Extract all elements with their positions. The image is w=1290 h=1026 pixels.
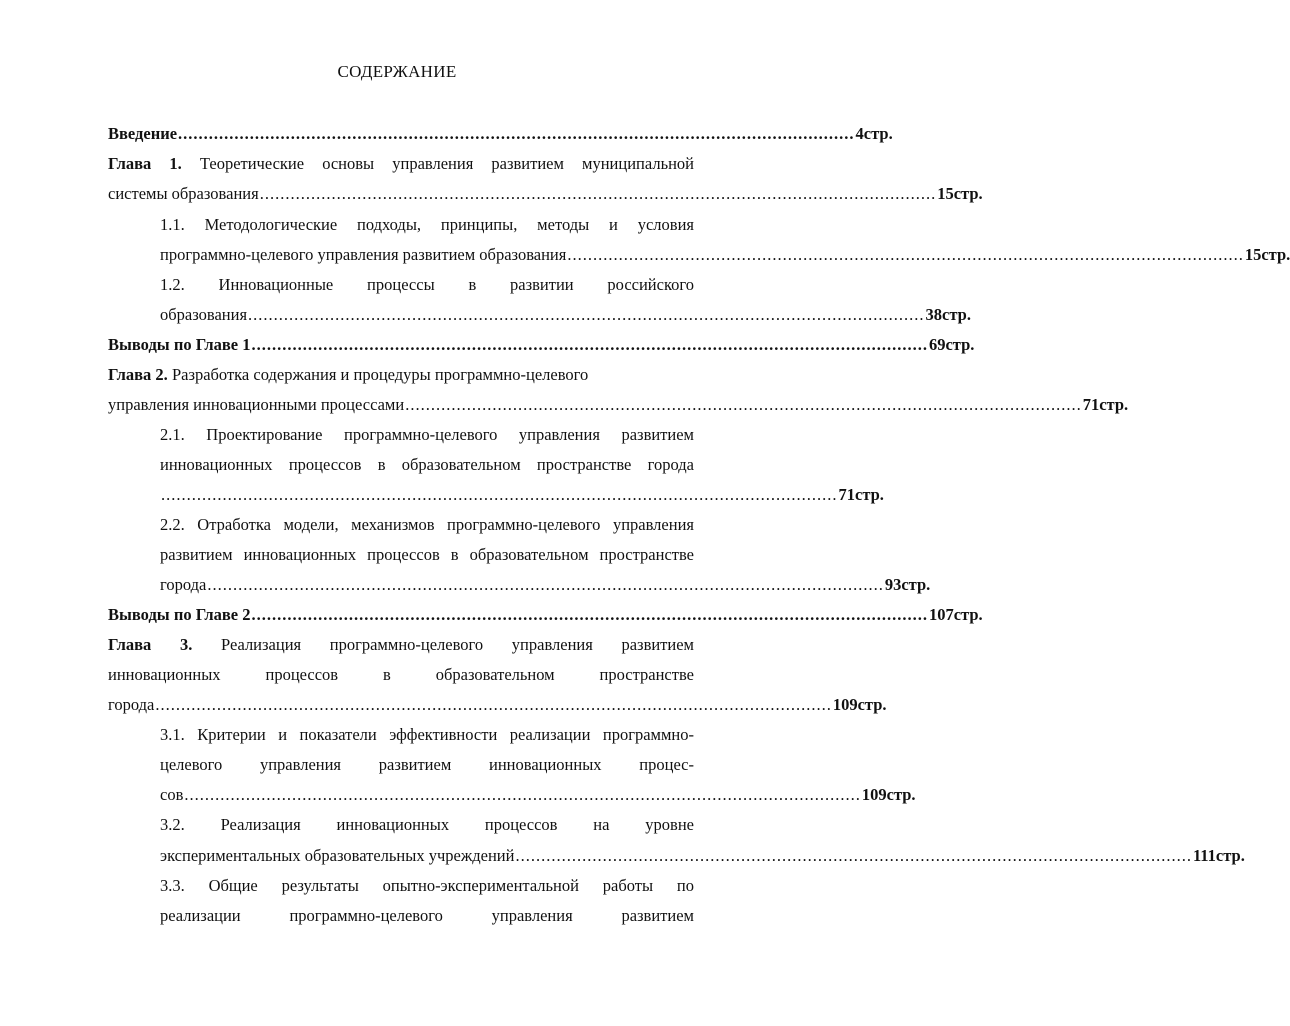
leader-dots: ....................................................................................................................................	[251, 605, 928, 624]
toc-page-number: 4стр.	[855, 124, 893, 143]
page-title: СОДЕРЖАНИЕ	[337, 62, 457, 81]
toc-page-number: 109стр.	[832, 695, 887, 714]
leader-dots: ....................................................................................................................................	[405, 395, 1082, 414]
chapter-label: Глава 2.	[108, 365, 168, 384]
toc-entry-section-3-3-cont: реализации программно-целевого управления развитием	[160, 906, 694, 925]
toc-entry-chapter-1	[108, 154, 694, 174]
toc-entry-chapter-2	[108, 365, 694, 385]
toc-label: города	[108, 695, 155, 714]
toc-entry-chapter-1-cont	[108, 184, 983, 204]
toc-entry-section-3-3: 3.3. Общие результаты опытно-экспериментальной работы по	[160, 876, 694, 895]
leader-dots: ....................................................................................................................................	[248, 305, 925, 324]
toc-entry-section-1-2: 1.2. Инновационные процессы в развитии российского	[160, 275, 694, 294]
toc-label: города	[160, 575, 207, 594]
chapter-title: Разработка содержания и процедуры программно-целевого	[171, 365, 589, 384]
toc-page-number: 109стр.	[861, 785, 916, 804]
chapter-title: Реализация программно-целевого управления развитием	[221, 635, 694, 654]
toc-entry-section-2-2-page	[160, 575, 931, 595]
toc-entry-section-3-2: 3.2. Реализация инновационных процессов на уровне	[160, 815, 694, 834]
toc-page-number: 69стр.	[928, 335, 975, 354]
toc-entry-conclusions-1	[108, 335, 975, 355]
leader-dots: ....................................................................................................................................	[567, 245, 1244, 264]
toc-label: управления инновационными процессами	[108, 395, 405, 414]
leader-dots: ....................................................................................................................................	[207, 575, 884, 594]
toc-entry-conclusions-2	[108, 605, 983, 625]
toc-entry-section-3-1-page	[160, 785, 916, 805]
toc-entry-section-3-1-cont: целевого управления развитием инновационных процес-	[160, 755, 694, 774]
toc-entry-section-2-2: 2.2. Отработка модели, механизмов программно-целевого управления	[160, 515, 694, 534]
toc-page-number: 71стр.	[1082, 395, 1129, 414]
toc-label: экспериментальных образовательных учреждений	[160, 846, 515, 865]
toc-page-number: 111стр.	[1192, 846, 1245, 865]
toc-page-number: 71стр.	[838, 485, 884, 504]
toc-entry-section-2-2-cont: развитием инновационных процессов в образовательном пространстве	[160, 545, 694, 564]
toc-entry-section-3-2-cont	[160, 846, 1245, 866]
toc-page-number: 15стр.	[1244, 245, 1290, 264]
toc-page-number: 107стр.	[928, 605, 983, 624]
toc-label: программно-целевого управления развитием образования	[160, 245, 567, 264]
toc-label: образования	[160, 305, 248, 324]
toc-entry-section-2-1-cont: инновационных процессов в образовательном пространстве города	[160, 455, 694, 474]
leader-dots: ....................................................................................................................................	[161, 485, 838, 504]
toc-entry-section-1-1-cont	[160, 245, 1290, 265]
toc-entry-chapter-3-page	[108, 695, 887, 715]
toc-page-number: 38стр.	[925, 305, 971, 324]
leader-dots: ....................................................................................................................................	[178, 124, 855, 143]
leader-dots: ....................................................................................................................................	[259, 184, 937, 203]
toc-label: системы образования	[108, 184, 259, 203]
toc-label: Выводы по Главе 1	[108, 335, 251, 354]
toc-entry-section-1-1: 1.1. Методологические подходы, принципы, методы и условия	[160, 215, 694, 234]
toc-entry-section-2-1-page	[160, 485, 884, 505]
leader-dots: ....................................................................................................................................	[155, 695, 832, 714]
toc-page-number: 15стр.	[937, 184, 983, 203]
toc-page-number: 93стр.	[884, 575, 931, 594]
leader-dots: ....................................................................................................................................	[251, 335, 928, 354]
chapter-label: Глава 1.	[108, 154, 182, 173]
toc-entry-chapter-3	[108, 635, 694, 655]
leader-dots: ....................................................................................................................................	[184, 785, 861, 804]
toc-entry-chapter-3-cont: инновационных процессов в образовательном пространстве	[108, 665, 694, 684]
toc-entry-section-3-1: 3.1. Критерии и показатели эффективности реализации программно-	[160, 725, 694, 744]
toc-entry-section-1-2-cont	[160, 305, 971, 325]
toc-entry-chapter-2-cont	[108, 395, 1129, 415]
chapter-title: Теоретические основы управления развитием муниципальной	[199, 154, 695, 173]
chapter-label: Глава 3.	[108, 635, 193, 654]
toc-entry-intro	[108, 124, 893, 144]
toc-label: Выводы по Главе 2	[108, 605, 251, 624]
leader-dots: ....................................................................................................................................	[515, 846, 1192, 865]
toc-entry-section-2-1: 2.1. Проектирование программно-целевого управления развитием	[160, 425, 694, 444]
toc-label: сов	[160, 785, 184, 804]
toc-label: Введение	[108, 124, 178, 143]
